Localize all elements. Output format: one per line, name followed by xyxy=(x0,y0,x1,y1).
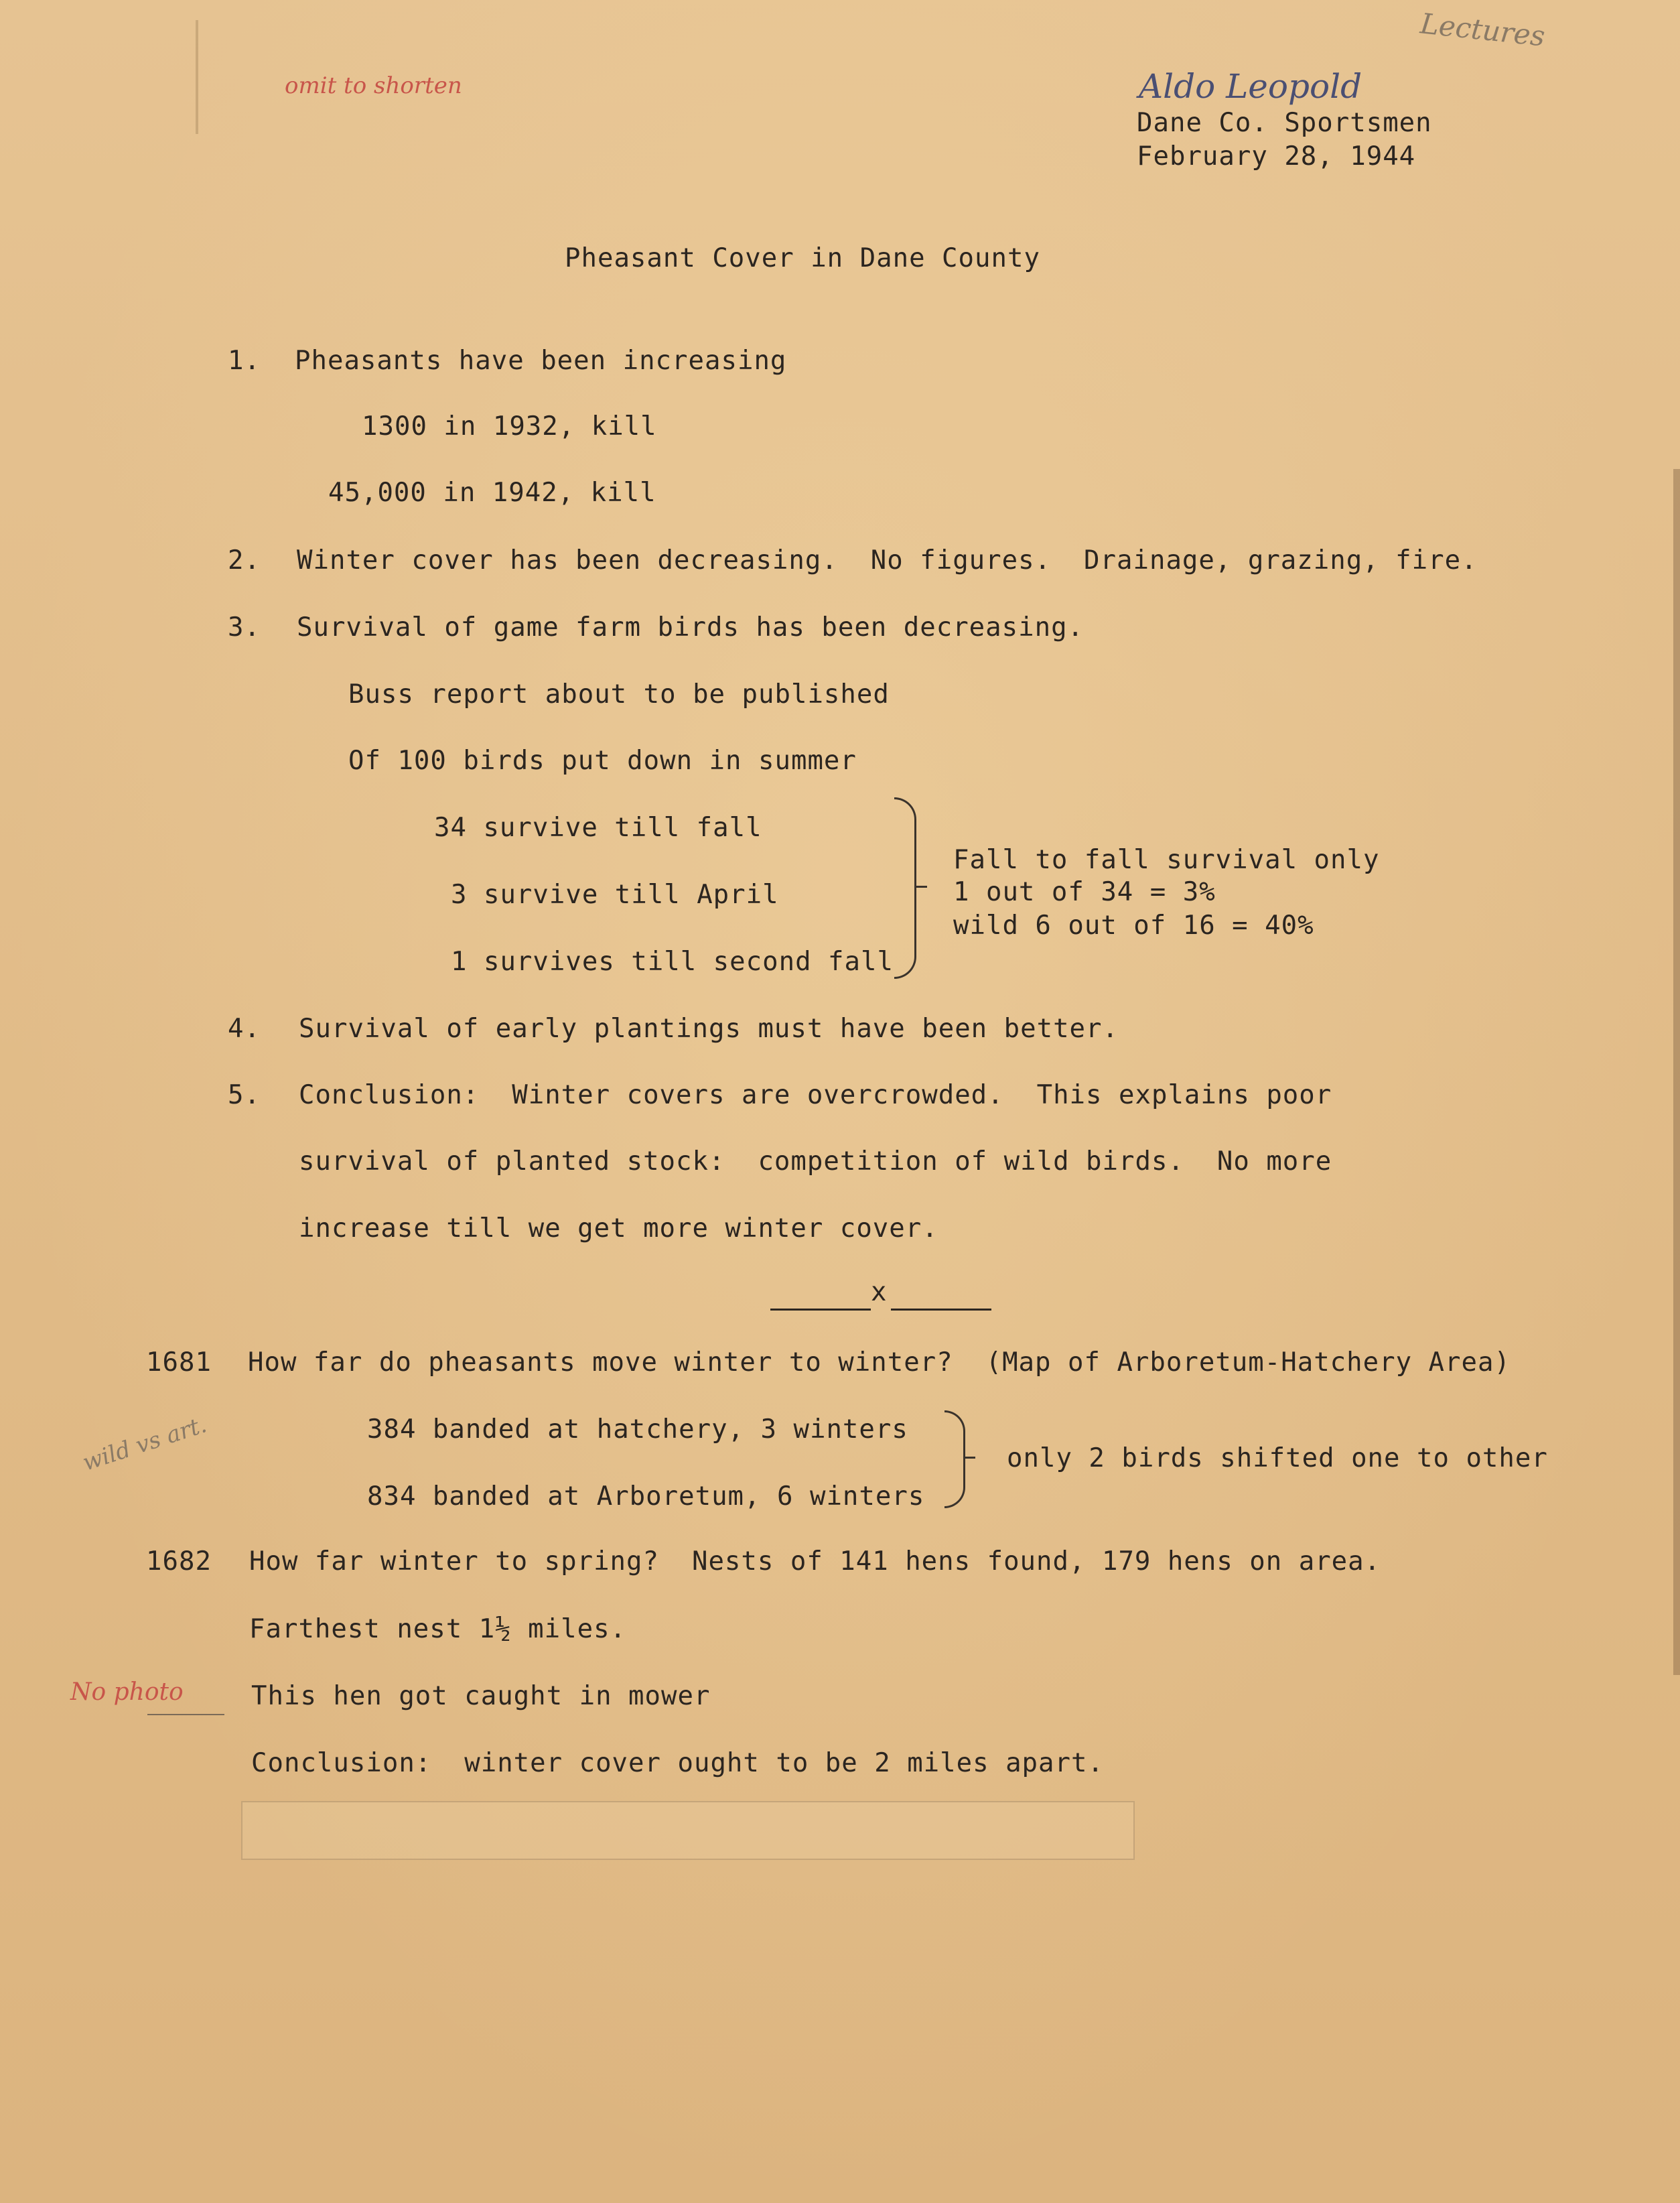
separator-rule-left xyxy=(770,1309,871,1311)
no-photo-underline xyxy=(147,1714,224,1715)
item-text-continued: increase till we get more winter cover. xyxy=(299,1213,938,1244)
survival-brace-point xyxy=(916,886,927,888)
item-text: Survival of game farm birds has been decreasing. xyxy=(297,612,1084,643)
conclusion-line: Conclusion: winter cover ought to be 2 miles apart. xyxy=(251,1748,1104,1778)
slide-text: How far winter to spring? Nests of 141 hens found, 179 hens on area. xyxy=(249,1546,1381,1577)
audience-line: Dane Co. Sportsmen xyxy=(1137,108,1432,138)
item-number: 2. xyxy=(228,545,261,576)
banding-note: only 2 birds shifted one to other xyxy=(1007,1443,1548,1473)
survival-line: 3 survive till April xyxy=(451,880,779,910)
no-photo-note: No photo xyxy=(70,1678,184,1706)
author-signature: Aldo Leopold xyxy=(1139,67,1362,106)
paper-edge-shadow xyxy=(1673,469,1680,1675)
omit-note: omit to shorten xyxy=(285,72,462,99)
item-text: Winter cover has been decreasing. No figures. Drainage, grazing, fire. xyxy=(297,545,1478,576)
survival-brace xyxy=(894,797,916,979)
item-text: Survival of early plantings must have been better. xyxy=(299,1014,1119,1044)
slide-text: How far do pheasants move winter to winter? (Map of Arboretum-Hatchery Area) xyxy=(248,1347,1511,1378)
survival-line: 1 survives till second fall xyxy=(451,947,894,977)
banding-brace-point xyxy=(965,1457,975,1459)
survival-note-line: Fall to fall survival only xyxy=(953,845,1380,875)
banding-line: 834 banded at Arboretum, 6 winters xyxy=(367,1481,925,1512)
sub-line: Of 100 birds put down in summer xyxy=(348,746,857,776)
item-text: Pheasants have been increasing xyxy=(295,346,787,376)
paper-crease xyxy=(196,20,198,134)
item-text-continued: survival of planted stock: competition of wild birds. No more xyxy=(299,1146,1332,1177)
survival-note-line: 1 out of 34 = 3% xyxy=(953,877,1216,907)
page-title: Pheasant Cover in Dane County xyxy=(565,243,1040,273)
item-number: 3. xyxy=(228,612,261,643)
separator-rule-right xyxy=(891,1309,991,1311)
item-number: 5. xyxy=(228,1080,261,1110)
slide-number: 1681 xyxy=(146,1347,212,1378)
banding-line: 384 banded at hatchery, 3 winters xyxy=(367,1414,908,1445)
sub-line: 1300 in 1932, kill xyxy=(362,411,657,442)
item-text: Conclusion: Winter covers are overcrowded. This explains poor xyxy=(299,1080,1332,1110)
lectures-note: Lectures xyxy=(1418,7,1547,53)
separator-mark: x xyxy=(871,1277,888,1307)
slide-text-continued: Farthest nest 1½ miles. xyxy=(249,1614,627,1644)
survival-note-line: wild 6 out of 16 = 40% xyxy=(953,911,1314,941)
date-line: February 28, 1944 xyxy=(1137,141,1416,172)
sub-line: Buss report about to be published xyxy=(348,679,890,710)
item-number: 4. xyxy=(228,1014,261,1044)
slide-text-continued: This hen got caught in mower xyxy=(251,1681,711,1711)
sub-line: 45,000 in 1942, kill xyxy=(328,478,656,508)
pasted-over-strip xyxy=(241,1801,1135,1860)
banding-brace xyxy=(944,1410,965,1508)
slide-number: 1682 xyxy=(146,1546,212,1577)
wild-vs-art-note: wild vs art. xyxy=(79,1411,210,1477)
survival-line: 34 survive till fall xyxy=(434,813,762,843)
item-number: 1. xyxy=(228,346,261,376)
